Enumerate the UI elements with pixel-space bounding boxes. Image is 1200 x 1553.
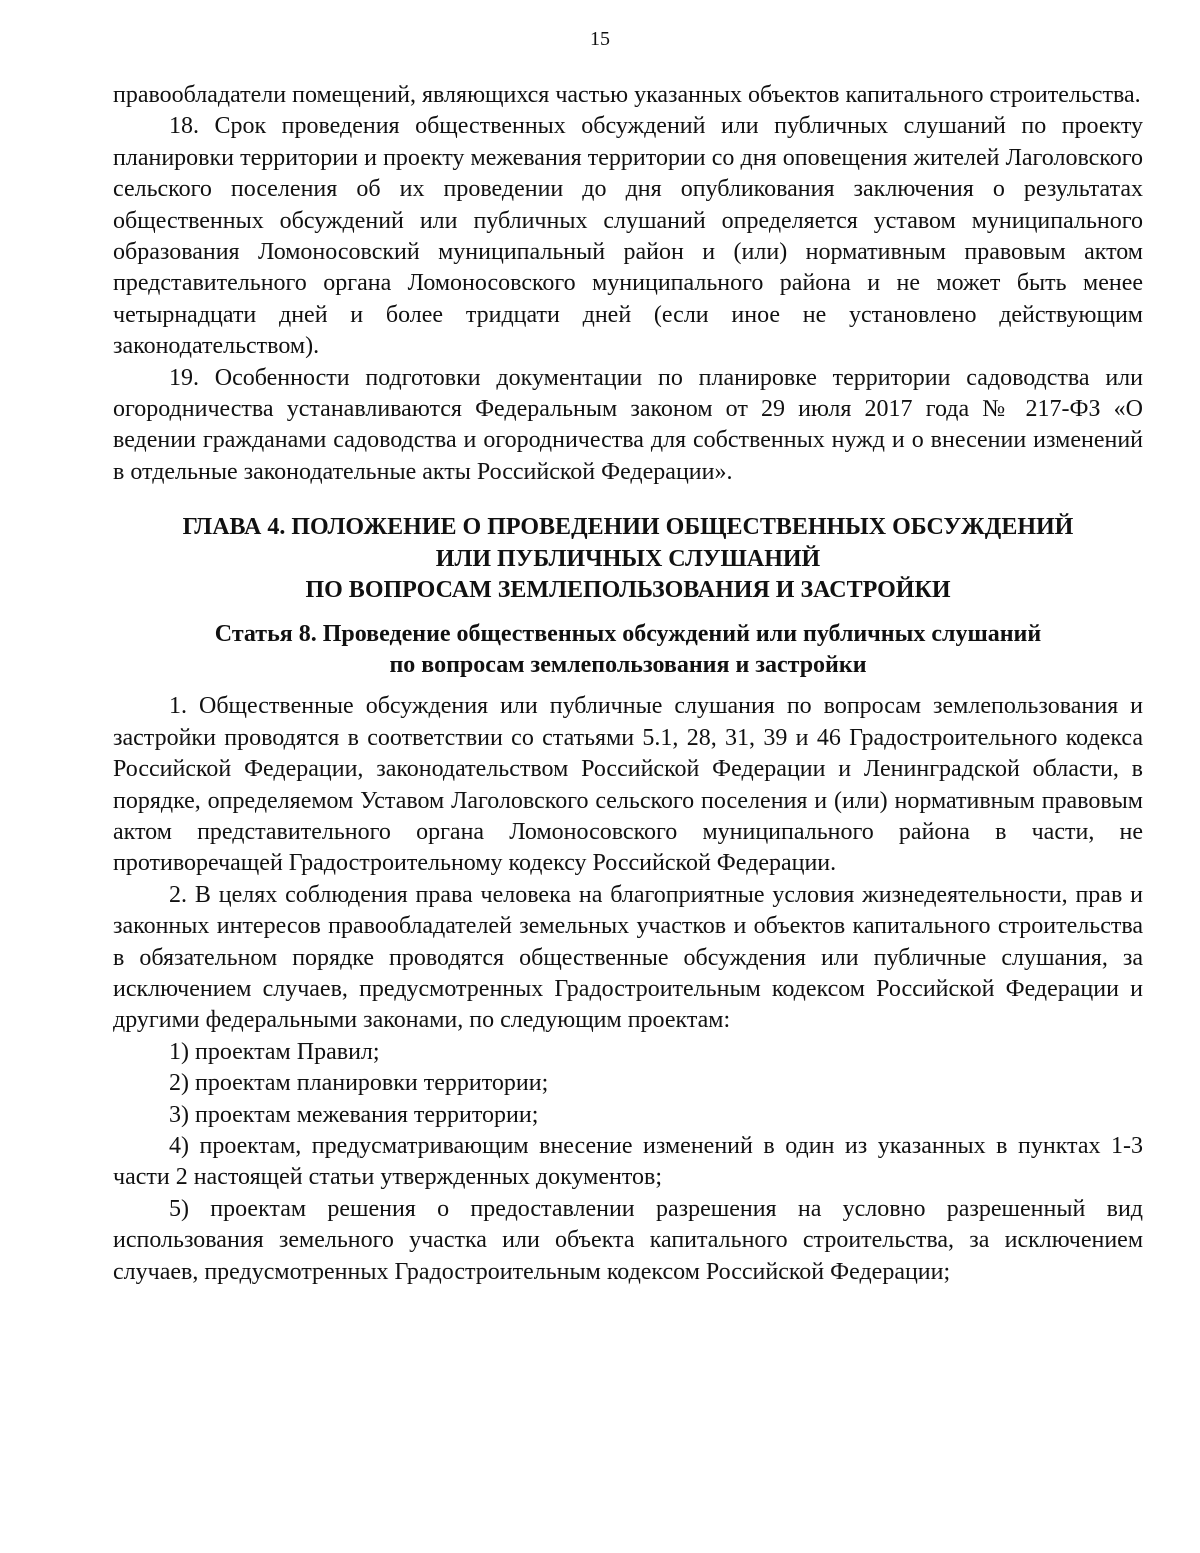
paragraph-continuation: правообладатели помещений, являющихся частью указанных объектов капитального строительства. bbox=[113, 82, 1141, 108]
list-item: 5) проектам решения о предоставлении разрешения на условно разрешенный вид использования земельного участка или объекта капитального строительства, за исключением случаев, предусмотренных Градостроительным кодексом Российской Федерации; bbox=[113, 1195, 1143, 1285]
list-item: 3) проектам межевания территории; bbox=[169, 1101, 539, 1128]
list-item: 4) проектам, предусматривающим внесение изменений в один из указанных в пунктах 1-3 части 2 настоящей статьи утвержденных документов; bbox=[113, 1133, 1143, 1191]
paragraph-item-19: 19. Особенности подготовки документации по планировке территории садоводства или огородничества устанавливаются Федеральным законом от 29 июля 2017 года № 217-ФЗ «О ведении гражданами садоводства и огородничества для собственных нужд и о внесении изменений в отдельные законодательные акты Российской Федерации». bbox=[113, 364, 1143, 485]
chapter-heading bbox=[113, 512, 1143, 606]
list-item: 1) проектам Правил; bbox=[169, 1038, 380, 1065]
chapter-heading-line: ПО ВОПРОСАМ ЗЕМЛЕПОЛЬЗОВАНИЯ И ЗАСТРОЙКИ bbox=[305, 577, 951, 604]
chapter-heading-line: ИЛИ ПУБЛИЧНЫХ СЛУШАНИЙ bbox=[435, 545, 821, 572]
paragraph-item-18: 18. Срок проведения общественных обсуждений или публичных слушаний по проекту планировки территории и проекту межевания территории со дня оповещения жителей Лаголовского сельского поселения об их проведении до дня опубликования заключения о результатах общественных обсуждений или публичных слушаний определяется уставом муниципального образования Ломоносовский муниципальный район и (или) нормативным правовым актом представительного органа Ломоносовского муниципального района и не может быть менее четырнадцати дней и более тридцати дней (если иное не установлено действующим законодательством). bbox=[113, 113, 1143, 360]
article-heading-line: по вопросам землепользования и застройки bbox=[389, 651, 867, 678]
list-item: 2) проектам планировки территории; bbox=[169, 1070, 549, 1097]
article-paragraph-1: 1. Общественные обсуждения или публичные слушания по вопросам землепользования и застройки проводятся в соответствии со статьями 5.1, 28, 31, 39 и 46 Градостроительного кодекса Российской Федерации, законодательством Российской Федерации и Ленинградской области, в порядке, определяемом Уставом Лаголовского сельского поселения и (или) нормативным правовым актом представительного органа Ломоносовского муниципального района в части, не противоречащей Градостроительному кодексу Российской Федерации. bbox=[113, 693, 1143, 877]
chapter-heading-line: ГЛАВА 4. ПОЛОЖЕНИЕ О ПРОВЕДЕНИИ ОБЩЕСТВЕННЫХ ОБСУЖДЕНИЙ bbox=[182, 514, 1074, 541]
article-paragraph-2: 2. В целях соблюдения права человека на благоприятные условия жизнедеятельности, прав и законных интересов правообладателей земельных участков и объектов капитального строительства в обязательном порядке проводятся общественные обсуждения или публичные слушания, за исключением случаев, предусмотренных Градостроительным кодексом Российской Федерации и другими федеральными законами, по следующим проектам: bbox=[113, 881, 1143, 1034]
page-number: 15 bbox=[590, 28, 610, 50]
document-body bbox=[113, 80, 1143, 1288]
article-heading-line: Статья 8. Проведение общественных обсуждений или публичных слушаний bbox=[214, 620, 1042, 647]
article-heading bbox=[113, 619, 1143, 682]
